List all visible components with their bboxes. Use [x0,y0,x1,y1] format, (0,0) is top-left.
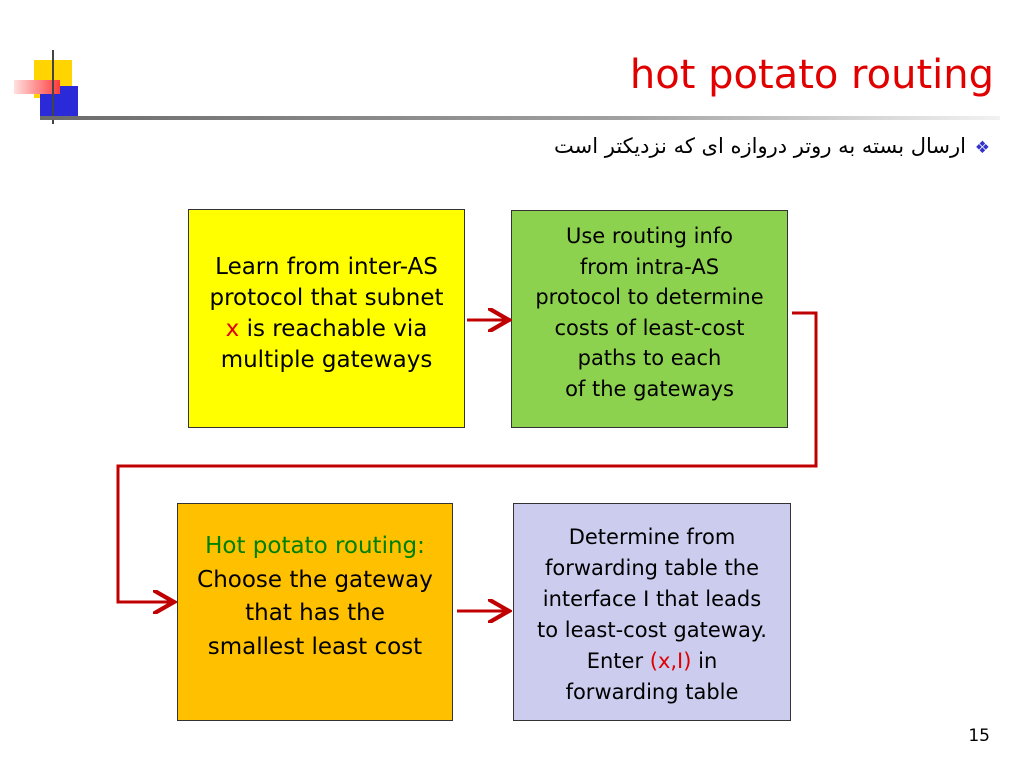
box-learn-line-3-rest: is reachable via [239,316,428,342]
box-determine-line-3: interface I that leads [542,587,762,611]
box-determine-line-6: forwarding table [565,680,739,704]
slide-logo [0,0,120,130]
box-hot-potato-line-2: that has the [245,600,385,626]
slide-title: hot potato routing [629,52,994,98]
box-determine-line-5 [518,646,786,677]
box-use-line-2: from intra-AS [579,254,720,279]
box-learn-line-2: protocol that subnet [209,285,444,311]
box-determine-line-1: Determine from [568,525,736,549]
box-learn-line-1: Learn from inter-AS [215,254,438,280]
box-determine-line-5-prefix: Enter [586,649,650,673]
box-determine-line-2: forwarding table the [545,556,759,580]
forwarding-entry-xi: (x,I) [649,649,692,673]
box-use-line-5: paths to each [577,346,722,370]
page-number: 15 [968,726,990,746]
box-use-line-6: of the gateways [565,376,734,401]
box-hot-potato-line-3: smallest least cost [207,633,423,660]
box-learn-line-3 [193,314,460,345]
box-use-line-4: costs of least-cost [554,315,745,340]
box-learn-line-4: multiple gateways [220,347,433,373]
box-hot-potato-line-1: Choose the gateway [197,566,433,593]
diamond-bullet-icon: ❖ [974,138,990,158]
logo-vertical-line [52,50,54,124]
box-determine-line-4: to least-cost gateway. [537,618,767,642]
box-use-line-1: Use routing info [565,224,733,248]
box-hot-potato-heading: Hot potato routing: [205,533,425,559]
box-determine-line-5-suffix: in [691,649,718,673]
bullet-text: ارسال بسته به روتر دروازه ای که نزدیکتر است [554,134,966,158]
box-learn-inter-as [188,209,465,428]
box-determine-forwarding [513,503,791,721]
subnet-variable-x: x [225,316,240,342]
box-use-line-3: protocol to determine [535,285,764,309]
title-underline [40,116,1000,120]
box-use-routing-info [511,210,788,428]
box-hot-potato-routing [177,503,453,721]
